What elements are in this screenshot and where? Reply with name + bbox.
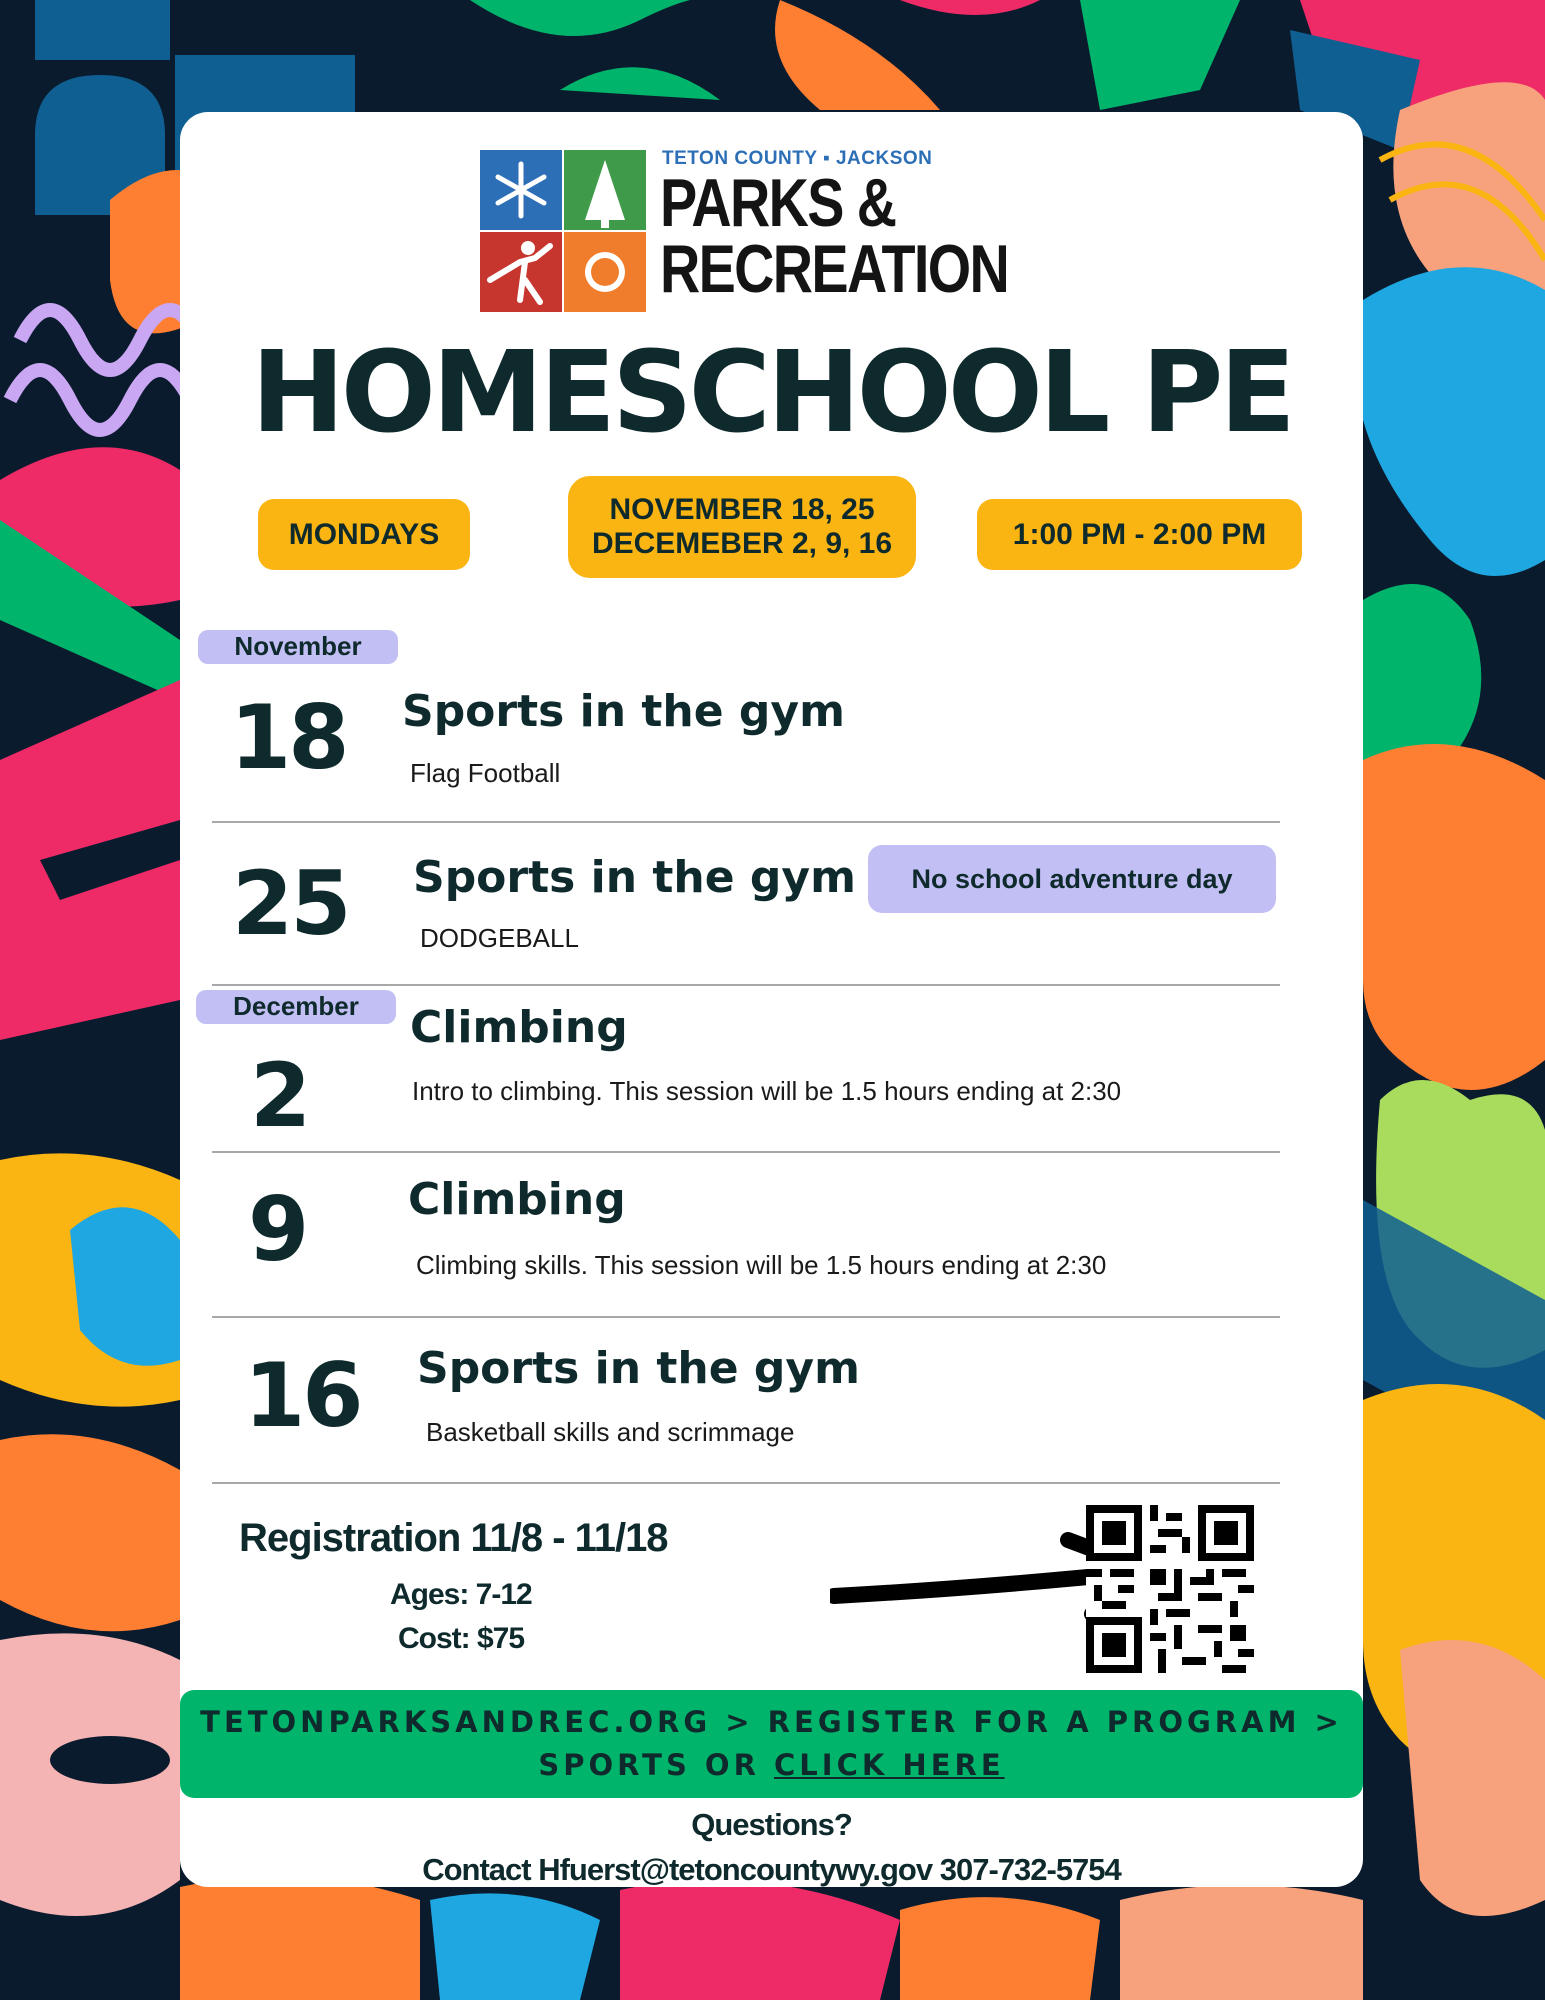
divider: [212, 821, 1280, 823]
session-day: 18: [230, 686, 347, 789]
session-day: 2: [250, 1044, 309, 1147]
register-path-line2: [180, 1744, 1363, 1787]
month-tag-november: November: [198, 630, 398, 664]
page-title: HOMESCHOOL PE: [251, 328, 1292, 458]
divider: [212, 1482, 1280, 1484]
contact-line: Contact Hfuerst@tetoncountywy.gov 307-732-5754: [422, 1852, 1121, 1887]
session-title: Climbing: [408, 1174, 626, 1225]
click-here-link[interactable]: CLICK HERE: [774, 1748, 1005, 1782]
session-desc: DODGEBALL: [420, 923, 579, 953]
register-path-line1: TETONPARKSANDREC.ORG > REGISTER FOR A PROGRAM >: [200, 1705, 1343, 1739]
session-title: Sports in the gym: [402, 686, 845, 737]
session-day: 25: [232, 852, 349, 955]
flyer-card: [180, 112, 1363, 1887]
session-desc: Climbing skills. This session will be 1.5 hours ending at 2:30: [416, 1250, 1107, 1280]
session-day: 9: [248, 1178, 307, 1281]
register-bar: [180, 1690, 1363, 1798]
month-tag-december: December: [196, 990, 396, 1024]
no-school-badge: No school adventure day: [868, 845, 1276, 913]
registration-heading: Registration 11/8 - 11/18: [239, 1516, 668, 1560]
divider: [212, 984, 1280, 986]
session-day: 16: [244, 1344, 361, 1447]
qr-code-icon[interactable]: [1086, 1505, 1254, 1673]
session-title: Climbing: [410, 1002, 628, 1053]
questions-heading: Questions?: [691, 1807, 852, 1842]
registration-cost: Cost: $75: [398, 1622, 525, 1655]
logo-name: [660, 165, 1009, 307]
day-pill: MONDAYS: [258, 499, 470, 570]
registration-ages: Ages: 7-12: [390, 1578, 532, 1611]
divider: [212, 1151, 1280, 1153]
logo-name-line2: RECREATION: [660, 231, 1009, 307]
dates-line1: NOVEMBER 18, 25: [609, 493, 875, 526]
session-title: Sports in the gym: [417, 1343, 860, 1394]
logo-name-line1: PARKS &: [660, 165, 896, 241]
session-title: Sports in the gym: [413, 852, 856, 903]
divider: [212, 1316, 1280, 1318]
register-path-prefix: SPORTS OR: [538, 1748, 775, 1782]
dates-pill: [568, 476, 916, 578]
logo-org-line: TETON COUNTY ▪ JACKSON: [662, 148, 933, 169]
session-desc: Basketball skills and scrimmage: [426, 1417, 795, 1447]
session-desc: Flag Football: [410, 758, 561, 788]
session-desc: Intro to climbing. This session will be 1.5 hours ending at 2:30: [412, 1076, 1122, 1106]
dates-line2: DECEMEBER 2, 9, 16: [591, 527, 893, 560]
time-pill: 1:00 PM - 2:00 PM: [977, 499, 1302, 570]
